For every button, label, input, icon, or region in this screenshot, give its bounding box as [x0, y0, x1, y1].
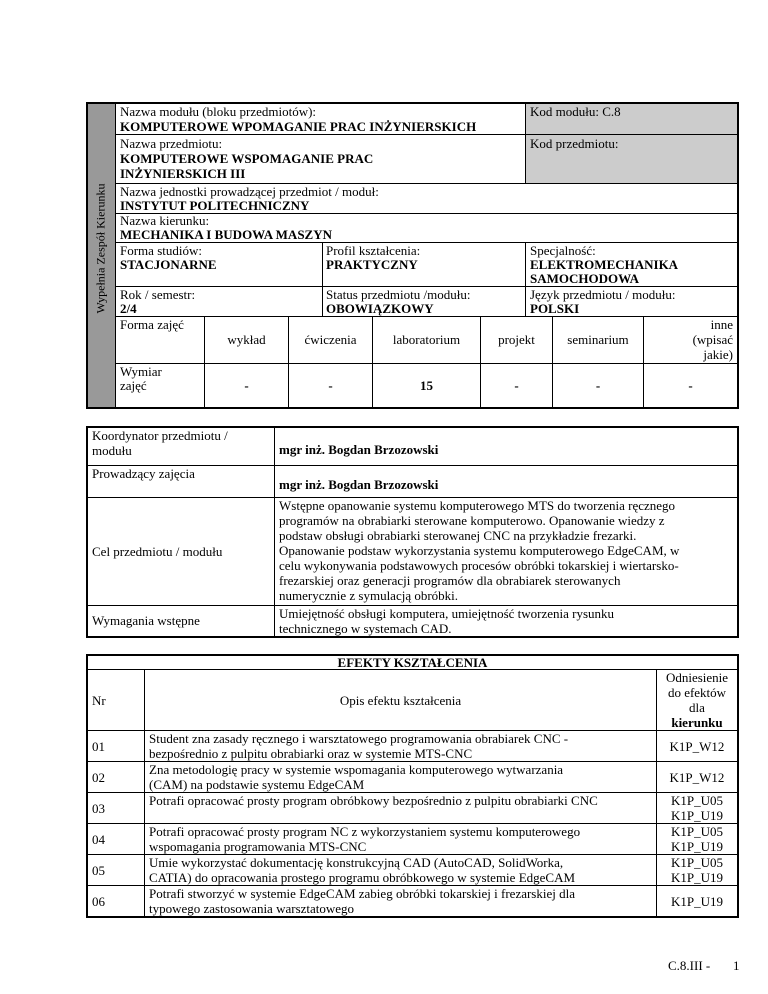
- study-form-label: Forma studiów:: [120, 243, 202, 258]
- effect-ref: K1P_U19: [657, 886, 739, 918]
- module-name-label: Nazwa modułu (bloku przedmiotów):: [120, 104, 317, 119]
- vline: [525, 242, 526, 317]
- coordinator-label-cell: [87, 427, 275, 465]
- vline: [552, 316, 553, 407]
- goal-line: numerycznie z symulacją obróbki.: [279, 587, 459, 603]
- effect-nr: 05: [87, 855, 145, 886]
- coordinator: mgr inż. Bogdan Brzozowski: [275, 427, 739, 465]
- effect-row: [87, 886, 738, 918]
- hours-label-1: Wymiar: [120, 364, 162, 379]
- year: 2/4: [120, 301, 137, 316]
- goal-cell: [275, 497, 739, 605]
- effect-row: [87, 824, 738, 855]
- class-hours: -: [328, 378, 333, 393]
- class-type: seminarium: [567, 332, 629, 347]
- effect-ref: K1P_U05 K1P_U19: [657, 855, 739, 886]
- unit-label: Nazwa jednostki prowadzącej przedmiot / moduł:: [120, 184, 379, 199]
- field-label: Nazwa kierunku:: [120, 213, 210, 228]
- goal-line: frezarskiej oraz generacji programów dla obrabiarek sterowanych: [279, 572, 621, 588]
- goal-line: programów na obrabiarki sterowane komputerowo. Opanowanie wiedzy z: [279, 512, 665, 528]
- study-form: STACJONARNE: [120, 257, 217, 272]
- language-label: Język przedmiotu / modułu:: [530, 287, 676, 302]
- lecturer-label: Prowadzący zajęcia: [87, 465, 275, 497]
- effect-desc: Student zna zasady ręcznego i warsztatowego programowania obrabiarek CNC - bezpośrednio z pulpitu obrabiarki oraz w systemie MTS-CNC: [145, 731, 657, 762]
- effect-row: [87, 793, 738, 824]
- subject-name-line-1: KOMPUTEROWE WSPOMAGANIE PRAC: [120, 151, 374, 166]
- class-hours: -: [244, 378, 249, 393]
- status-label: Status przedmiotu /modułu:: [326, 287, 471, 302]
- effect-ref: K1P_W12: [657, 731, 739, 762]
- effect-desc: Potrafi opracować prosty program obróbkowy bezpośrednio z pulpitu obrabiarki CNC: [145, 793, 657, 824]
- info-table: [86, 426, 739, 638]
- subject-name-line-2: INŻYNIERSKICH III: [120, 166, 246, 181]
- vline: [204, 316, 205, 407]
- specialty-line-1: ELEKTROMECHANIKA: [530, 257, 679, 272]
- requirements-line: technicznego w systemach CAD.: [279, 620, 452, 636]
- class-hours: 15: [420, 378, 433, 393]
- effect-ref: K1P_U05 K1P_U19: [657, 824, 739, 855]
- language: POLSKI: [530, 301, 580, 316]
- subject-code-label: Kod przedmiotu:: [530, 136, 619, 151]
- effects-title: EFEKTY KSZTAŁCENIA: [87, 655, 738, 670]
- requirements-line: Umiejętność obsługi komputera, umiejętność tworzenia rysunku: [279, 605, 615, 621]
- effect-row: [87, 731, 738, 762]
- vline: [525, 104, 526, 184]
- module-name: KOMPUTEROWE WPOMAGANIE PRAC INŻYNIERSKICH: [120, 119, 477, 134]
- col-nr-header: Nr: [87, 670, 145, 731]
- col-desc-header: Opis efektu kształcenia: [145, 670, 657, 731]
- specialty-line-2: SAMOCHODOWA: [530, 271, 640, 286]
- effect-nr: 01: [87, 731, 145, 762]
- class-type: wykład: [227, 332, 266, 347]
- effects-table: [86, 654, 739, 918]
- unit: INSTYTUT POLITECHNICZNY: [120, 198, 310, 213]
- coordinator-label-2: modułu: [92, 443, 132, 458]
- vline: [372, 316, 373, 407]
- vline: [480, 316, 481, 407]
- goal-line: podstaw obsługi obrabiarki sterowanej CNC na przykładzie frezarki.: [279, 527, 637, 543]
- effect-ref: K1P_U05 K1P_U19: [657, 793, 739, 824]
- class-type: ćwiczenia: [304, 332, 357, 347]
- side-label: Wypełnia Zespół Kierunku: [93, 183, 108, 314]
- goal-label: Cel przedmiotu / modułu: [87, 497, 275, 605]
- module-code-label: Kod modułu: C.8: [530, 104, 621, 119]
- vline: [322, 242, 323, 317]
- side-strip-divider: [115, 104, 116, 407]
- effect-nr: 04: [87, 824, 145, 855]
- coordinator-label-1: Koordynator przedmiotu /: [92, 428, 228, 443]
- effect-desc: Umie wykorzystać dokumentację konstrukcyjną CAD (AutoCAD, SolidWorka, CATIA) do opracowania prostego programu obróbkowego w systemie EdgeCAM: [145, 855, 657, 886]
- hours-label-2: zajęć: [120, 378, 147, 393]
- field: MECHANIKA I BUDOWA MASZYN: [120, 227, 332, 242]
- effect-row: [87, 762, 738, 793]
- other-hours: -: [688, 378, 693, 393]
- goal-line: celu wykonywania podstawowych procesów obróbki tokarskiej i wiertarsko-: [279, 557, 679, 573]
- vline: [288, 316, 289, 407]
- goal-line: Wstępne opanowanie systemu komputerowego MTS do tworzenia ręcznego: [279, 497, 676, 513]
- goal-line: Opanowanie podstaw wykorzystania systemu komputerowego EdgeCAM, w: [279, 542, 680, 558]
- class-type: projekt: [498, 332, 535, 347]
- lecturer: mgr inż. Bogdan Brzozowski: [275, 465, 739, 497]
- page-number: 1: [733, 958, 740, 973]
- hline: [115, 134, 737, 135]
- footer-code: C.8.III -: [668, 958, 711, 973]
- subject-name-label: Nazwa przedmiotu:: [120, 136, 223, 151]
- year-label: Rok / semestr:: [120, 287, 196, 302]
- profile-label: Profil kształcenia:: [326, 243, 421, 258]
- specialty-label: Specjalność:: [530, 243, 596, 258]
- effect-nr: 06: [87, 886, 145, 918]
- effect-row: [87, 855, 738, 886]
- hline: [115, 242, 737, 243]
- requirements-label: Wymagania wstępne: [87, 605, 275, 637]
- effect-desc: Zna metodologię pracy w systemie wspomagania komputerowego wytwarzania (CAM) na podstawie systemu EdgeCAM: [145, 762, 657, 793]
- requirements-cell: [275, 605, 739, 637]
- effect-nr: 02: [87, 762, 145, 793]
- class-type: laboratorium: [392, 332, 461, 347]
- profile: PRAKTYCZNY: [326, 257, 418, 272]
- status: OBOWIĄZKOWY: [326, 301, 434, 316]
- other-label: inne (wpisać jakie): [692, 317, 733, 362]
- effect-ref: K1P_W12: [657, 762, 739, 793]
- col-ref-header: Odniesienie do efektów dla kierunku: [657, 670, 739, 731]
- effect-desc: Potrafi stworzyć w systemie EdgeCAM zabieg obróbki tokarskiej i frezarskiej dla typowego zastosowania warsztatowego: [145, 886, 657, 918]
- effect-nr: 03: [87, 793, 145, 824]
- class-hours: -: [595, 378, 601, 393]
- class-hours: -: [514, 378, 519, 393]
- effect-desc: Potrafi opracować prosty program NC z wykorzystaniem systemu komputerowego wspomagania programowania MTS-CNC: [145, 824, 657, 855]
- classes-label: Forma zajęć: [120, 317, 184, 332]
